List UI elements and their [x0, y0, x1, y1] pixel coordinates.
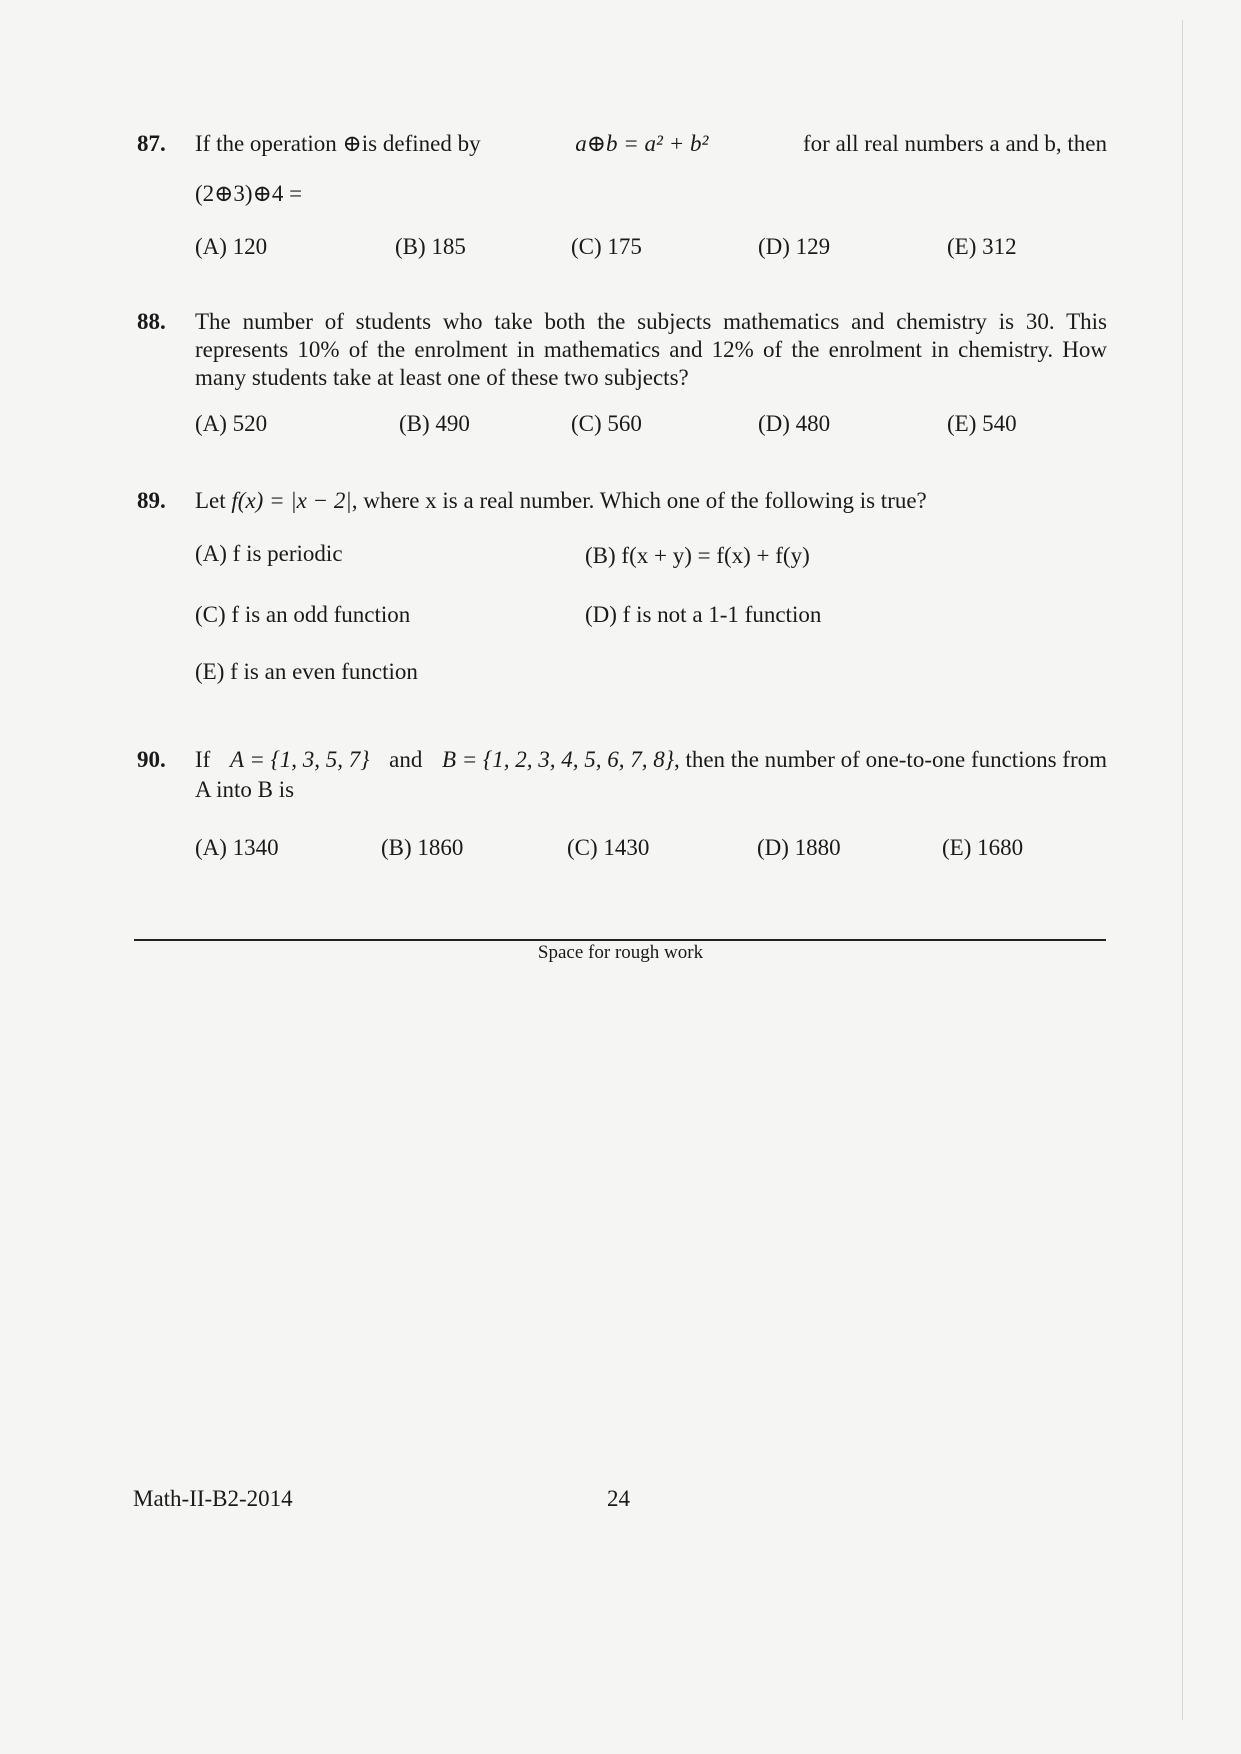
- option-b: (B) f(x + y) = f(x) + f(y): [585, 543, 810, 568]
- option-c: (C) 560: [571, 411, 642, 436]
- options-88: [195, 410, 1025, 440]
- question-text-if: If: [195, 747, 211, 772]
- operation-definition: a⊕b = a² + b²: [575, 131, 709, 156]
- question-text: Let: [195, 488, 226, 513]
- page-number: 24: [607, 1486, 630, 1511]
- option-e: (E) 312: [947, 234, 1017, 259]
- question-number: 89.: [137, 488, 166, 513]
- question-text-line2: A into B is: [195, 777, 295, 802]
- option-a: (A) 520: [195, 411, 268, 436]
- scan-edge-line: [1182, 20, 1183, 1720]
- option-d: (D) 129: [758, 234, 831, 259]
- option-e: (E) f is an even function: [195, 659, 418, 684]
- option-c: (C) 1430: [567, 835, 650, 860]
- options-89: [195, 540, 1025, 684]
- set-b: B = {1, 2, 3, 4, 5, 6, 7, 8}: [441, 747, 674, 772]
- question-88: [137, 308, 1107, 438]
- options-87: [195, 233, 1025, 263]
- option-b: (B) 1860: [381, 835, 464, 860]
- question-text-cont: , where x is a real number. Which one of the following is true?: [351, 488, 927, 513]
- option-a: (A) 1340: [195, 835, 279, 860]
- question-89: [137, 487, 1107, 687]
- question-text-line: [195, 487, 1107, 515]
- question-text: The number of students who take both the subjects mathematics and chemistry is 30. This represents 10% of the enrolment in mathematics and 12% of the enrolment in chemistry. How many students take at least one of these two subjects?: [195, 309, 1107, 390]
- set-a: A = {1, 3, 5, 7}: [229, 747, 370, 772]
- rough-work-label: Space for rough work: [537, 942, 704, 963]
- question-number: 90.: [137, 747, 166, 772]
- option-a: (A) 120: [195, 234, 268, 259]
- question-90: [137, 746, 1107, 876]
- question-text-and: and: [389, 747, 423, 772]
- question-text-rest: , then the number of one-to-one functions from: [673, 747, 1107, 772]
- option-b: (B) 490: [399, 411, 470, 436]
- exam-code: Math-II-B2-2014: [133, 1486, 293, 1511]
- question-text-cont: for all real numbers a and b, then: [803, 131, 1107, 156]
- option-d: (D) f is not a 1-1 function: [585, 602, 822, 627]
- option-e: (E) 1680: [942, 835, 1024, 860]
- option-c: (C) 175: [571, 234, 642, 259]
- options-90: [195, 834, 1025, 864]
- expression: (2⊕3)⊕4 =: [195, 181, 303, 206]
- question-number: 88.: [137, 309, 166, 334]
- option-d: (D) 480: [758, 411, 831, 436]
- function-definition: f(x) = |x − 2|: [231, 488, 352, 513]
- question-number: 87.: [137, 131, 166, 156]
- option-c: (C) f is an odd function: [195, 602, 411, 627]
- question-87: [137, 130, 1107, 270]
- option-b: (B) 185: [395, 234, 466, 259]
- question-text-line1: [195, 130, 1107, 158]
- question-text-line1: [195, 746, 1107, 774]
- option-d: (D) 1880: [757, 835, 841, 860]
- option-e: (E) 540: [947, 411, 1017, 436]
- option-a: (A) f is periodic: [195, 541, 343, 566]
- question-text: If the operation ⊕is defined by: [195, 131, 481, 156]
- rough-work-divider: [134, 939, 1106, 941]
